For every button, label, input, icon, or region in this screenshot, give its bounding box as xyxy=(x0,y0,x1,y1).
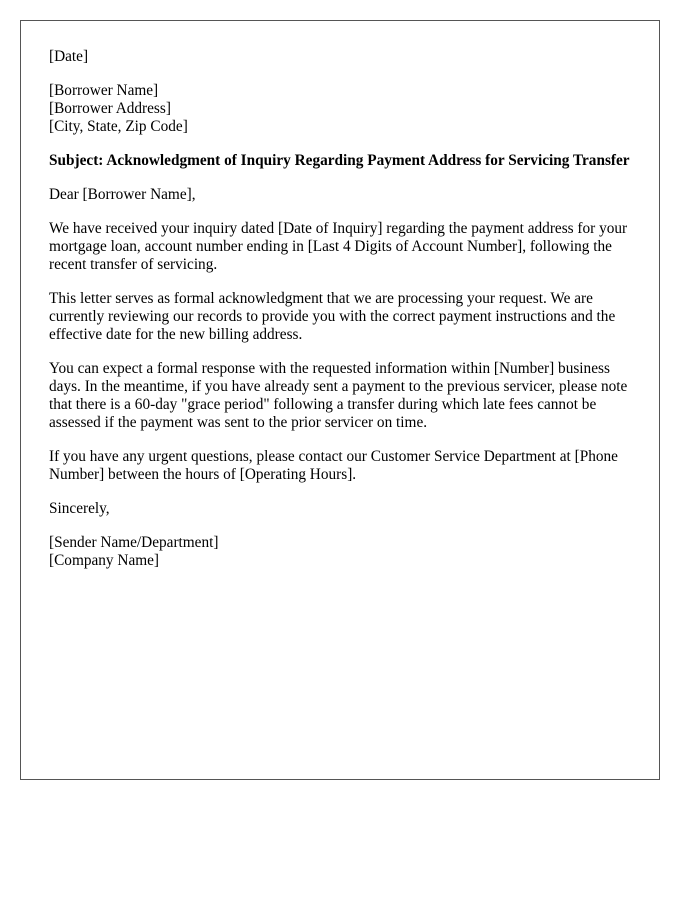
company-name: [Company Name] xyxy=(49,552,160,569)
body-paragraph-4: If you have any urgent questions, please contact our Customer Service Department at [Phone Number] between the hours of [Operating Hours]. xyxy=(49,448,618,483)
recipient-city-state-zip: [City, State, Zip Code] xyxy=(49,118,188,135)
letter-subject: Subject: Acknowledgment of Inquiry Regarding Payment Address for Servicing Transfer xyxy=(49,152,630,169)
body-paragraph-1: We have received your inquiry dated [Date of Inquiry] regarding the payment address for your mortgage loan, account number ending in [Last 4 Digits of Account Number], following the recent transfer of servicing. xyxy=(49,220,628,273)
letter-content xyxy=(49,48,641,586)
sender-name: [Sender Name/Department] xyxy=(49,534,219,551)
salutation: Dear [Borrower Name], xyxy=(49,186,196,203)
signature-block xyxy=(49,534,641,570)
recipient-name: [Borrower Name] xyxy=(49,82,159,99)
body-paragraph-2: This letter serves as formal acknowledgment that we are processing your request. We are currently reviewing our records to provide you with the correct payment instructions and the effective date for the new billing address. xyxy=(49,290,616,343)
recipient-block xyxy=(49,82,641,136)
closing: Sincerely, xyxy=(49,500,110,517)
body-paragraph-3: You can expect a formal response with the requested information within [Number] business days. In the meantime, if you have already sent a payment to the previous servicer, please note that there is a 60-day "grace period" following a transfer during which late fees cannot be assessed if the payment was sent to the prior servicer on time. xyxy=(49,360,628,431)
letter-date: [Date] xyxy=(49,48,89,65)
recipient-address: [Borrower Address] xyxy=(49,100,171,117)
letter-page xyxy=(20,20,660,780)
